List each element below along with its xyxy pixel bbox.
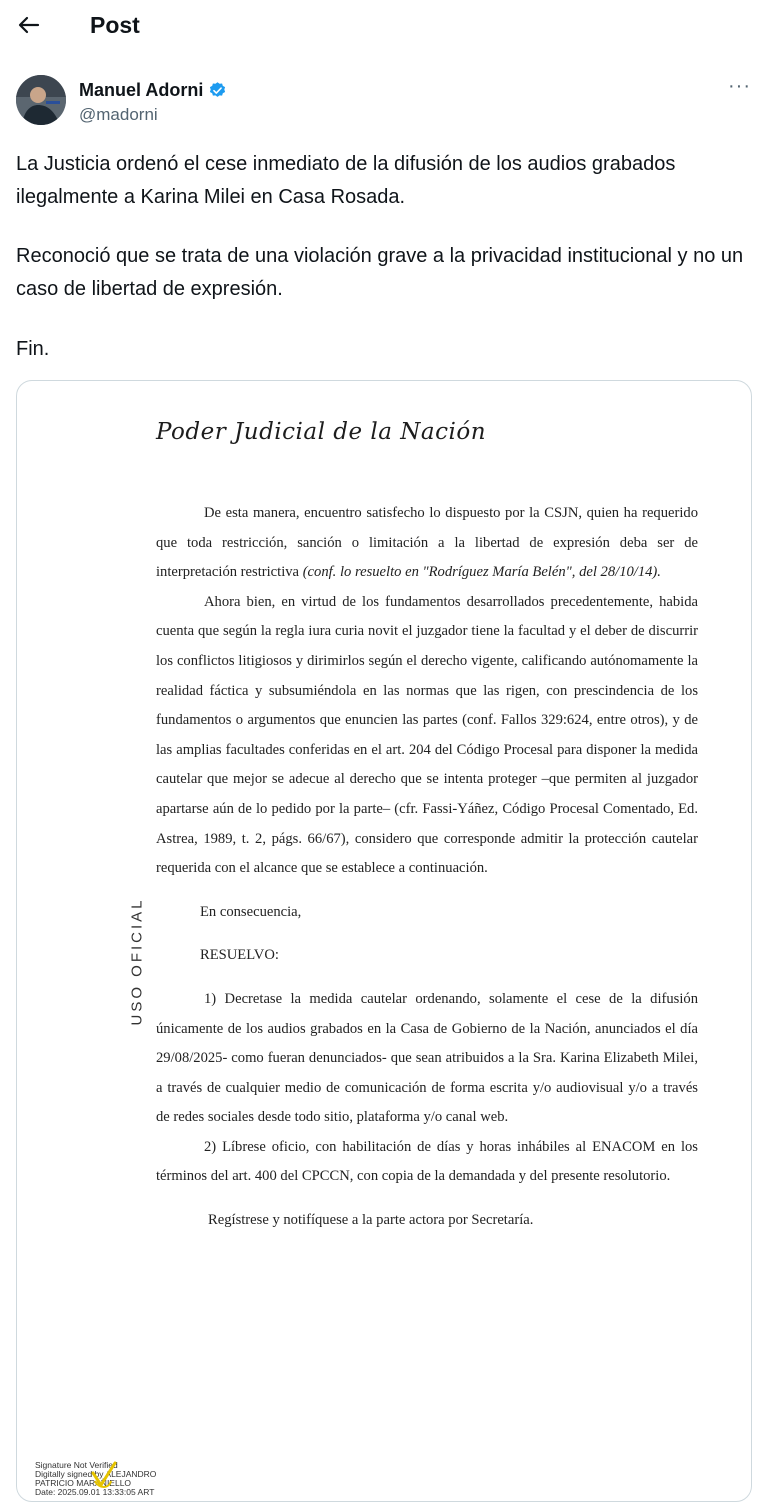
side-stamp-text: USO OFICIAL	[128, 897, 146, 1026]
author-handle[interactable]: @madorni	[79, 105, 158, 124]
more-options-icon[interactable]: ···	[728, 75, 751, 97]
top-bar	[0, 0, 767, 52]
tweet-paragraph: Fin.	[16, 338, 50, 360]
signature-line: Signature Not Verified	[35, 1460, 118, 1470]
signature-line: Date: 2025.09.01 13:33:05 ART	[35, 1487, 155, 1497]
document-paragraph: Regístrese y notifíquese a la parte actora por Secretaría.	[208, 1212, 534, 1229]
document-paragraph: Ahora bien, en virtud de los fundamentos desarrollados precedentemente, habida cuenta que según la regla iura curia novit el juzgador tiene la facultad y el deber de discurrir los conflictos litigiosos y dirimirlos según el derecho vigente, calificando autónomamente la realidad fáctica y subsumiéndola en las normas que las rigen, con prescindencia de los fundamentos o argumentos que enuncien las partes (conf. Fallos 329:624, entre otros), y de las amplias facultades conferidas en el art. 204 del Código Procesal para disponer la medida cautelar que mejor se adecue al derecho que se intenta proteger –que permiten al juzgador apartarse aún de lo pedido por la parte– (cfr. Fassi-Yáñez, Código Procesal Comentado, Ed. Astrea, 1989, t. 2, págs. 66/67), considero que corresponde admitir la protección cautelar requerida con el alcance que se establece a continuación.	[156, 593, 698, 877]
signature-line: PATRICIO MARAÑIELLO	[35, 1478, 132, 1488]
tweet-paragraph: La Justicia ordenó el cese inmediato de la difusión de los audios grabados ilegalmente a Karina Milei en Casa Rosada.	[16, 153, 676, 208]
document-paragraph: RESUELVO:	[200, 947, 279, 964]
back-arrow-icon[interactable]	[16, 8, 46, 42]
document-body	[156, 499, 698, 1236]
avatar[interactable]	[16, 75, 66, 125]
document-paragraph: En consecuencia,	[200, 903, 302, 920]
signature-line: Digitally signed by ALEJANDRO	[35, 1469, 157, 1479]
document-heading: Poder Judicial de la Nación	[156, 419, 487, 445]
side-stamp	[103, 897, 146, 1026]
document-paragraph: 1) Decretase la medida cautelar ordenando, solamente el cese de la difusión únicamente de los audios grabados en la Casa de Gobierno de la Nación, anunciados el día 29/08/2025- como fueran denunciados- que sean atribuidos a la Sra. Karina Elizabeth Milei, a través de cualquier medio de comunicación de forma escrita y/o audiovisual y/o a través de redes sociales desde todo sitio, plataforma y/o canal web.	[156, 990, 698, 1126]
document-citation: (conf. lo resuelto en "Rodríguez María Belén", del 28/10/14).	[302, 564, 661, 581]
author-name-row	[79, 78, 227, 102]
document-paragraph	[156, 499, 698, 588]
document-paragraph: 2) Líbrese oficio, con habilitación de días y horas inhábiles al ENACOM en los términos del art. 400 del CPCCN, con copia de la demandada y del presente resolutorio.	[156, 1138, 698, 1185]
tweet-paragraph: Reconoció que se trata de una violación grave a la privacidad institucional y no un caso de libertad de expresión.	[16, 245, 744, 300]
author-name[interactable]: Manuel Adorni	[79, 80, 204, 100]
verified-badge-icon[interactable]	[208, 81, 227, 100]
document-text: De esta manera, encuentro satisfecho lo dispuesto por la CSJN, quien ha requerido que toda restricción, sanción o limitación a la libertad de expresión deba ser de interpretación restrictiva	[156, 505, 698, 581]
attached-document-image[interactable]	[16, 380, 752, 1502]
digital-signature	[35, 1461, 235, 1497]
page-title: Post	[90, 12, 140, 38]
